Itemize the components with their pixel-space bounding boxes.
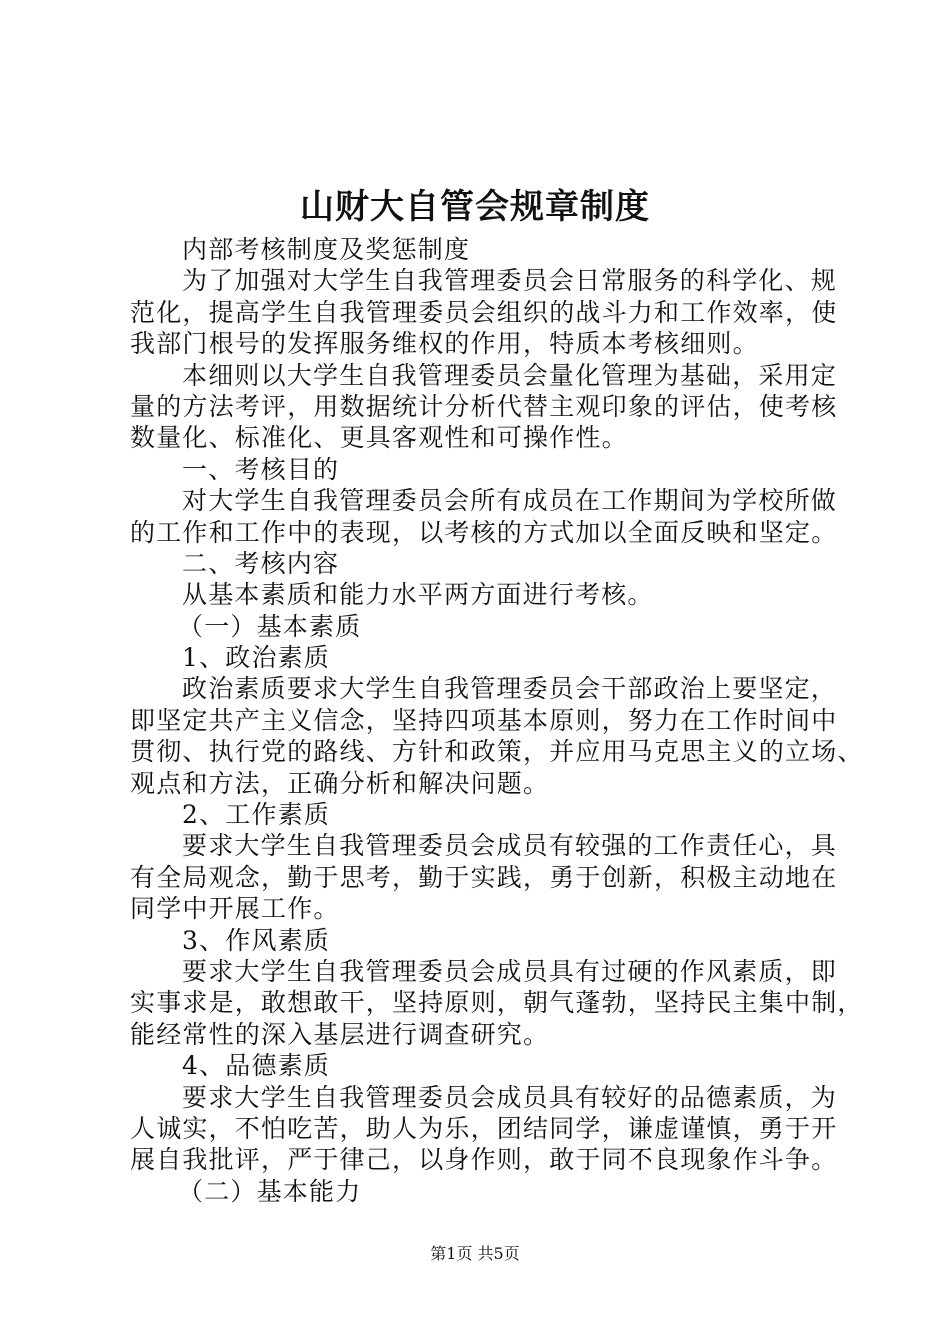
paragraph-line: 量的方法考评，用数据统计分析代替主观印象的评估，使考核	[130, 391, 838, 421]
paragraph-line: 同学中开展工作。	[130, 894, 340, 924]
item-heading: 3、作风素质	[182, 925, 331, 955]
subsection-heading: （二）基本能力	[178, 1176, 362, 1206]
paragraph-line: 即坚定共产主义信念，坚持四项基本原则，努力在工作时间中	[130, 705, 838, 735]
paragraph-line: 我部门根号的发挥服务维权的作用，特质本考核细则。	[130, 329, 759, 359]
paragraph-line: 有全局观念，勤于思考，勤于实践，勇于创新，积极主动地在	[130, 862, 838, 892]
paragraph-line: 贯彻、执行党的路线、方针和政策，并应用马克思主义的立场、	[130, 737, 864, 767]
paragraph-line: 本细则以大学生自我管理委员会量化管理为基础，采用定	[182, 360, 838, 390]
page-footer: 第1页 共5页	[430, 1244, 520, 1263]
paragraph-line: 要求大学生自我管理委员会成员具有过硬的作风素质，即	[182, 956, 838, 986]
document-title: 山财大自管会规章制度	[300, 187, 650, 227]
paragraph-line: 政治素质要求大学生自我管理委员会干部政治上要坚定，	[182, 674, 838, 704]
paragraph-line: 人诚实，不怕吃苦，助人为乐，团结同学，谦虚谨慎，勇于开	[130, 1113, 838, 1143]
paragraph-line: 的工作和工作中的表现，以考核的方式加以全面反映和坚定。	[130, 517, 838, 547]
item-heading: 4、品德素质	[182, 1051, 331, 1081]
section-heading: 二、考核内容	[182, 548, 340, 578]
item-heading: 2、工作素质	[182, 800, 331, 830]
paragraph-line: 数量化、标准化、更具客观性和可操作性。	[130, 423, 628, 453]
paragraph-line: 范化，提高学生自我管理委员会组织的战斗力和工作效率，使	[130, 297, 838, 327]
document-body	[130, 234, 864, 1207]
paragraph-line: 能经常性的深入基层进行调查研究。	[130, 1019, 550, 1049]
paragraph-line: 展自我批评，严于律己，以身作则，敢于同不良现象作斗争。	[130, 1145, 838, 1175]
paragraph-line: 要求大学生自我管理委员会成员具有较好的品德素质，为	[182, 1082, 838, 1112]
subsection-heading: （一）基本素质	[178, 611, 362, 641]
paragraph-line: 对大学生自我管理委员会所有成员在工作期间为学校所做	[182, 486, 838, 516]
section-heading: 内部考核制度及奖惩制度	[182, 235, 471, 264]
paragraph-line: 从基本素质和能力水平两方面进行考核。	[182, 580, 654, 610]
item-heading: 1、政治素质	[182, 643, 331, 673]
paragraph-line: 实事求是，敢想敢干，坚持原则，朝气蓬勃，坚持民主集中制，	[130, 988, 864, 1018]
paragraph-line: 要求大学生自我管理委员会成员有较强的工作责任心，具	[182, 831, 838, 861]
paragraph-line: 为了加强对大学生自我管理委员会日常服务的科学化、规	[182, 266, 838, 296]
section-heading: 一、考核目的	[182, 454, 340, 484]
paragraph-line: 观点和方法，正确分析和解决问题。	[130, 768, 550, 798]
